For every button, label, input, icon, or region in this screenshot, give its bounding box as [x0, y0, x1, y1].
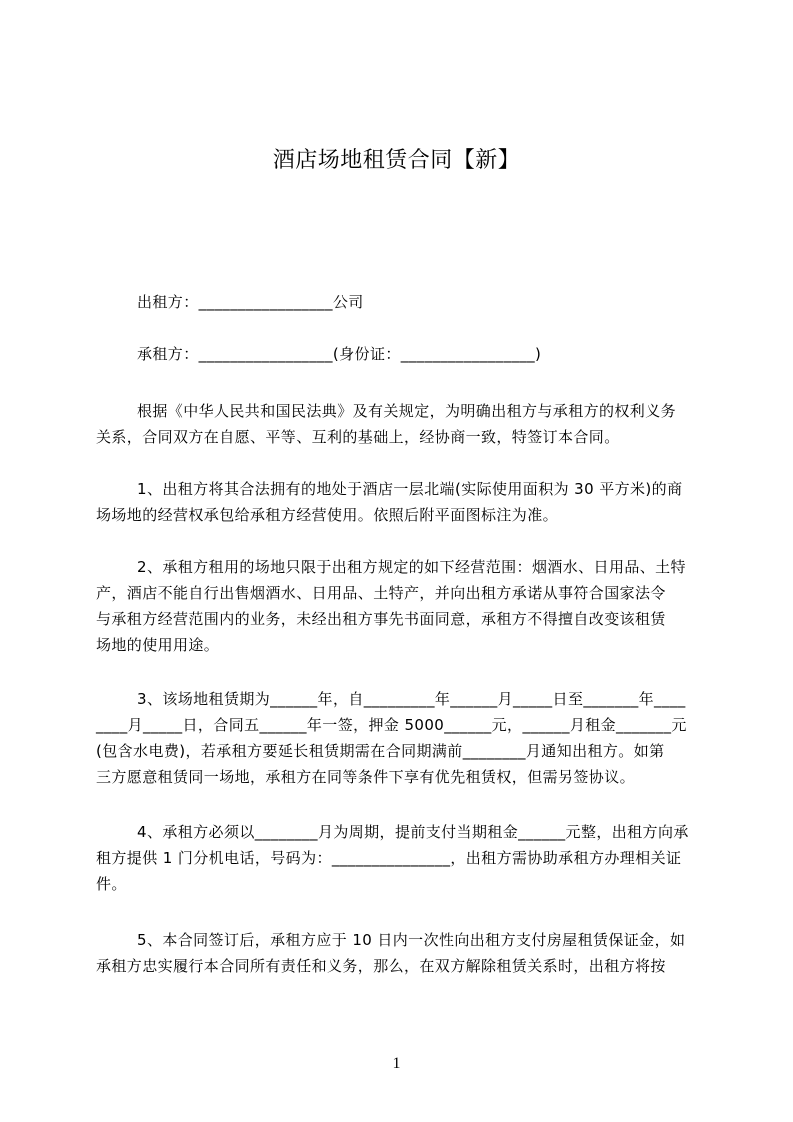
lessee-line: 承租方：_________________(身份证：_________________)	[137, 345, 542, 363]
clause4-line-1: 4、承租方必须以________月为周期，提前支付当期租金______元整，出租方向承	[137, 823, 689, 841]
preamble-line-2: 关系，合同双方在自愿、平等、互利的基础上，经协商一致，特签订本合同。	[96, 428, 620, 446]
clause3-line-2: ____月_____日，合同五______年一签，押金 5000______元，______月租金_______元	[96, 716, 687, 734]
clause2-line-1: 2、承租方租用的场地只限于出租方规定的如下经营范围：烟酒水、日用品、土特	[137, 558, 686, 576]
clause3-line-4: 三方愿意租赁同一场地，承租方在同等条件下享有优先租赁权，但需另签协议。	[96, 768, 636, 786]
clause1-line-2: 场场地的经营权承包给承租方经营使用。依照后附平面图标注为准。	[96, 506, 559, 524]
clause2-line-4: 场地的使用用途。	[96, 636, 220, 654]
clause1-line-1: 1、出租方将其合法拥有的地处于酒店一层北端(实际使用面积为 30 平方米)的商	[137, 480, 683, 498]
clause5-line-1: 5、本合同签订后，承租方应于 10 日内一次性向出租方支付房屋租赁保证金，如	[137, 931, 686, 949]
clause4-line-2: 租方提供 1 门分机电话，号码为：_______________，出租方需协助承租方办理相关证	[96, 849, 682, 867]
lessor-line: 出租方：_________________公司	[137, 293, 364, 311]
clause2-line-2: 产，酒店不能自行出售烟酒水、日用品、土特产，并向出租方承诺从事符合国家法令	[96, 584, 666, 602]
clause2-line-3: 与承租方经营范围内的业务，未经出租方事先书面同意，承租方不得擅自改变该租赁	[96, 610, 666, 628]
preamble-line-1: 根据《中华人民共和国民法典》及有关规定，为明确出租方与承租方的权利义务	[137, 402, 677, 420]
clause3-line-1: 3、该场地租赁期为______年，自_________年______月_____日至_______年____	[137, 690, 686, 708]
clause5-line-2: 承租方忠实履行本合同所有责任和义务，那么，在双方解除租赁关系时，出租方将按	[96, 957, 666, 975]
page-number: 1	[392, 1055, 401, 1072]
clause3-line-3: (包含水电费)，若承租方要延长租赁期需在合同期满前________月通知出租方。如第	[96, 742, 665, 760]
document-title: 酒店场地租赁合同【新】	[272, 148, 521, 173]
clause4-line-3: 件。	[96, 875, 127, 893]
